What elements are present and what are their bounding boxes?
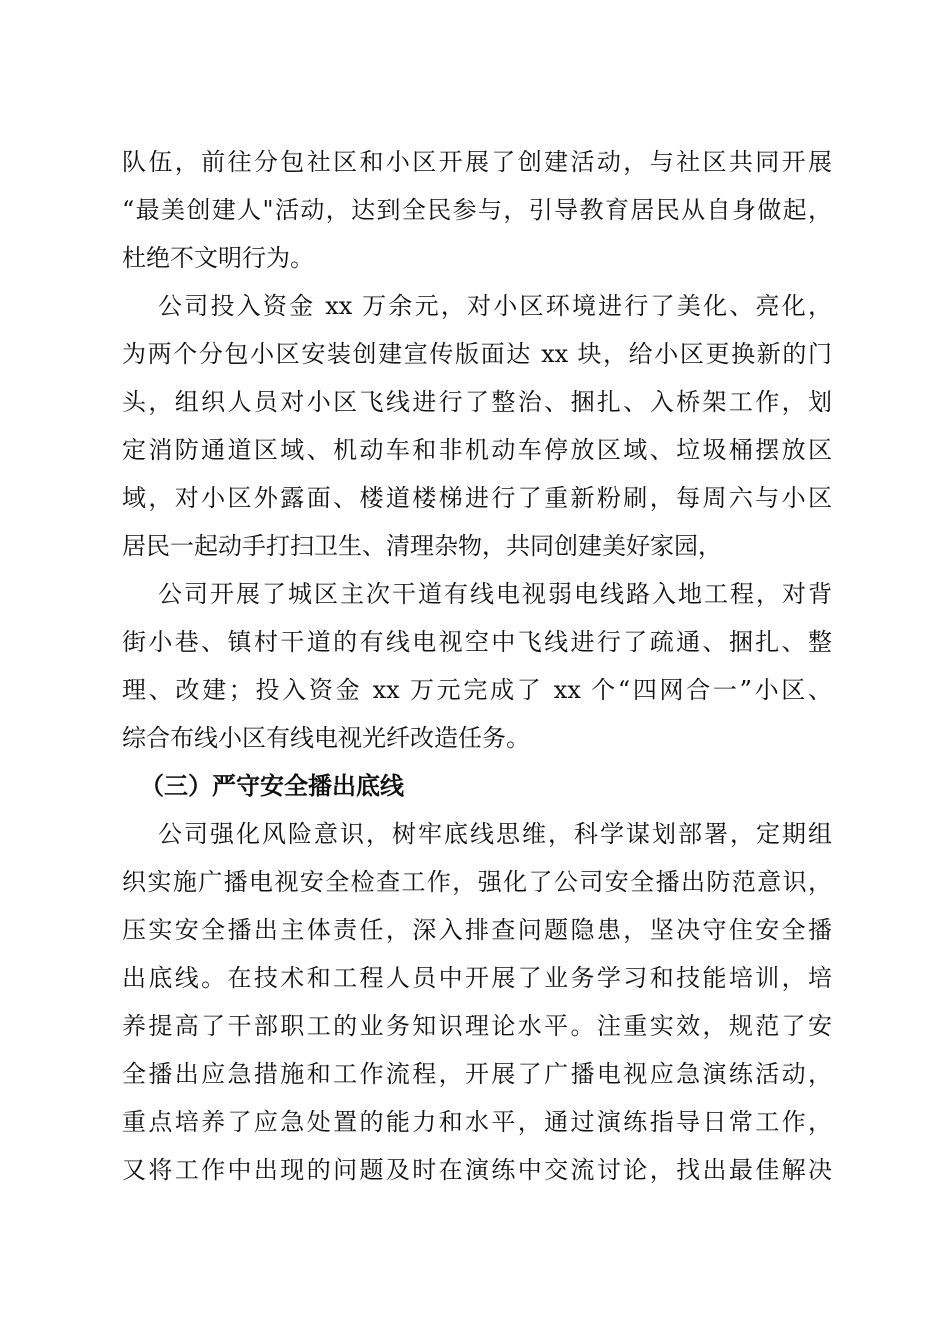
paragraph-line: 织实施广播电视安全检查工作，强化了公司安全播出防范意识， [122, 868, 832, 896]
paragraph-line: 队伍，前往分包社区和小区开展了创建活动，与社区共同开展 [122, 148, 832, 176]
paragraph-line: 理、改建；投入资金 xx 万元完成了 xx 个“四网合一”小区、 [122, 676, 832, 704]
paragraph-line: 杜绝不文明行为。 [122, 244, 314, 272]
section-heading: （三）严守安全播出底线 [140, 771, 404, 800]
paragraph-line: 为两个分包小区安装创建宣传版面达 xx 块，给小区更换新的门 [122, 340, 832, 368]
paragraph-line: 养提高了干部职工的业务知识理论水平。注重实效，规范了安 [122, 1012, 832, 1040]
paragraph-line: 公司强化风险意识，树牢底线思维，科学谋划部署，定期组 [158, 820, 832, 848]
paragraph-line: 定消防通道区域、机动车和非机动车停放区域、垃圾桶摆放区 [122, 436, 832, 464]
paragraph-line: 压实安全播出主体责任，深入排查问题隐患，坚决守住安全播 [122, 916, 832, 944]
paragraph-line: 又将工作中出现的问题及时在演练中交流讨论，找出最佳解决 [122, 1156, 832, 1184]
paragraph-line: 公司投入资金 xx 万余元，对小区环境进行了美化、亮化， [158, 292, 832, 320]
paragraph-line: 重点培养了应急处置的能力和水平，通过演练指导日常工作， [122, 1108, 832, 1136]
paragraph-line: 出底线。在技术和工程人员中开展了业务学习和技能培训，培 [122, 964, 832, 992]
paragraph-line: 公司开展了城区主次干道有线电视弱电线路入地工程，对背 [158, 580, 832, 608]
paragraph-line: 综合布线小区有线电视光纤改造任务。 [122, 724, 530, 752]
paragraph-line: 居民一起动手打扫卫生、清理杂物，共同创建美好家园， [122, 532, 722, 560]
paragraph-line: 头，组织人员对小区飞线进行了整治、捆扎、入桥架工作，划 [122, 388, 832, 416]
paragraph-line: “最美创建人"活动，达到全民参与，引导教育居民从自身做起， [122, 196, 832, 224]
paragraph-line: 全播出应急措施和工作流程，开展了广播电视应急演练活动， [122, 1060, 832, 1088]
paragraph-line: 域，对小区外露面、楼道楼梯进行了重新粉刷，每周六与小区 [122, 484, 832, 512]
paragraph-line: 街小巷、镇村干道的有线电视空中飞线进行了疏通、捆扎、整 [122, 628, 832, 656]
